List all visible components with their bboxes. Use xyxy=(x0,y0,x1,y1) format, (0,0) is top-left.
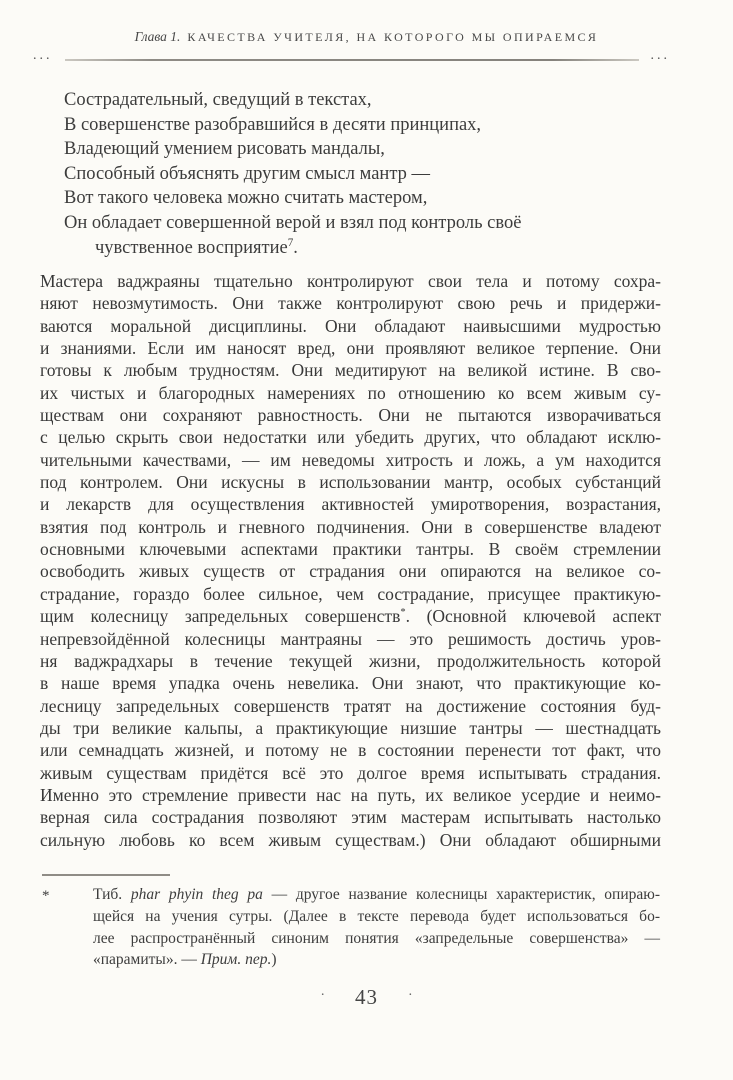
text-line: верная сила сострадания позволяют этим мастерам испытывать настолько xyxy=(40,807,661,828)
text-line: щим колесницу запредельных совершенств*. (Основной ключевой аспект xyxy=(40,606,661,627)
text-line: и знаниями. Если им наносят вред, они проявляют великое терпение. Они xyxy=(40,338,661,359)
text-line: сильную любовь ко всем живым существам.) Они обладают обширными xyxy=(40,829,661,850)
text-line: живым существам придётся всё это долгое время испытывать страдания. xyxy=(40,762,661,783)
text-line: страдание, гораздо более сильное, чем сострадание, присущее практикую- xyxy=(40,583,661,604)
text-line: Вот такого человека можно считать мастером, xyxy=(64,188,428,209)
text-line: ществам они сохраняют равностность. Они не пытаются изворачиваться xyxy=(40,405,661,426)
text-line: готовы к любым трудностям. Они медитируют на великой истине. В сво- xyxy=(40,360,661,381)
page-footer xyxy=(0,985,733,1010)
text-line: щейся на учения сутры. (Далее в тексте перевода будет использоваться бо- xyxy=(93,907,660,925)
text-line: Мастера ваджраяны тщательно контролируют свои тела и потому сохра- xyxy=(40,271,661,291)
chapter-label: Глава 1. xyxy=(134,29,181,44)
text-line: Тиб. phar phyin theg pa — другое название колесницы характеристик, опираю- xyxy=(93,886,661,903)
header-right-dots: ... xyxy=(650,48,670,63)
text-line: «парамиты». — Прим. пер.) xyxy=(93,951,277,969)
text-line: и лекарств для осуществления активностей умиротворения, возрастания, xyxy=(40,494,661,515)
verse-lines xyxy=(64,88,693,260)
text-line: Способный объяснять другим смысл мантр — xyxy=(64,163,431,184)
body-lines xyxy=(40,270,661,851)
header-left-dots: ... xyxy=(33,48,53,63)
text-line: чительными качествами, — им неведомы хитрость и ложь, а ум находится xyxy=(40,449,661,470)
footnote xyxy=(40,884,660,971)
text-line: В совершенстве разобравшийся в десяти принципах, xyxy=(64,114,482,135)
text-line: ды три великие кальпы, а практикующие низшие тантры — шестнадцать xyxy=(40,717,661,738)
text-line: лесницу запредельных совершенств тратят на достижение состояния буд- xyxy=(40,695,661,716)
text-line: няют невозмутимость. Они также контролируют свою речь и придержи- xyxy=(40,293,661,314)
footer-right-dot: · xyxy=(408,987,413,1003)
running-header xyxy=(0,28,733,46)
text-line: или семнадцать жизней, и потому не в состоянии перенести тот факт, что xyxy=(40,740,661,761)
text-line: в наше время упадка очень невелика. Они знают, что практикующие ко- xyxy=(40,673,661,694)
text-line: Именно это стремление привести нас на путь, их великое усердие и неимо- xyxy=(40,784,661,805)
header-rule-line xyxy=(65,59,639,61)
header-rule xyxy=(33,48,670,68)
footnote-marker: * xyxy=(42,888,50,904)
text-line: ня ваджрадхары в течение текущей жизни, продолжительность которой xyxy=(40,650,661,671)
text-line: Сострадательный, сведущий в текстах, xyxy=(64,90,372,110)
text-line: с целью скрыть свои недостатки или убедить других, что обладают исклю- xyxy=(40,427,661,448)
text-line: под контролем. Они искусны в использовании мантр, особых субстанций xyxy=(40,472,661,493)
footer-left-dot: · xyxy=(320,987,325,1003)
text-line: освободить живых существ от страдания они опираются на великое со- xyxy=(40,561,661,582)
footnote-lines xyxy=(93,884,660,971)
footnote-separator xyxy=(42,874,170,876)
text-line: их чистых и благородных намерениях по отношению ко всем живым су- xyxy=(40,382,661,403)
text-line: ваются моральной дисциплины. Они обладают наивысшими мудростью xyxy=(40,315,661,336)
text-line: Владеющий умением рисовать мандалы, xyxy=(64,139,385,160)
page-number: 43 xyxy=(355,985,378,1009)
text-line: взятия под контроль и гневного подчинения. Они в совершенстве владеют xyxy=(40,516,661,537)
chapter-title: КАЧЕСТВА УЧИТЕЛЯ, НА КОТОРОГО МЫ ОПИРАЕМСЯ xyxy=(187,30,599,44)
text-line: непревзойдённой колесницы мантраяны — это решимость достичь уров- xyxy=(40,628,661,649)
text-line: лее распространённый синоним понятия «запредельные совершенства» — xyxy=(93,929,660,947)
text-line: Он обладает совершенной верой и взял под контроль своё xyxy=(64,212,522,233)
text-line: чувственное восприятие$^7$. xyxy=(95,236,298,258)
text-line: основными ключевыми аспектами практики тантры. В своём стремлении xyxy=(40,539,661,560)
